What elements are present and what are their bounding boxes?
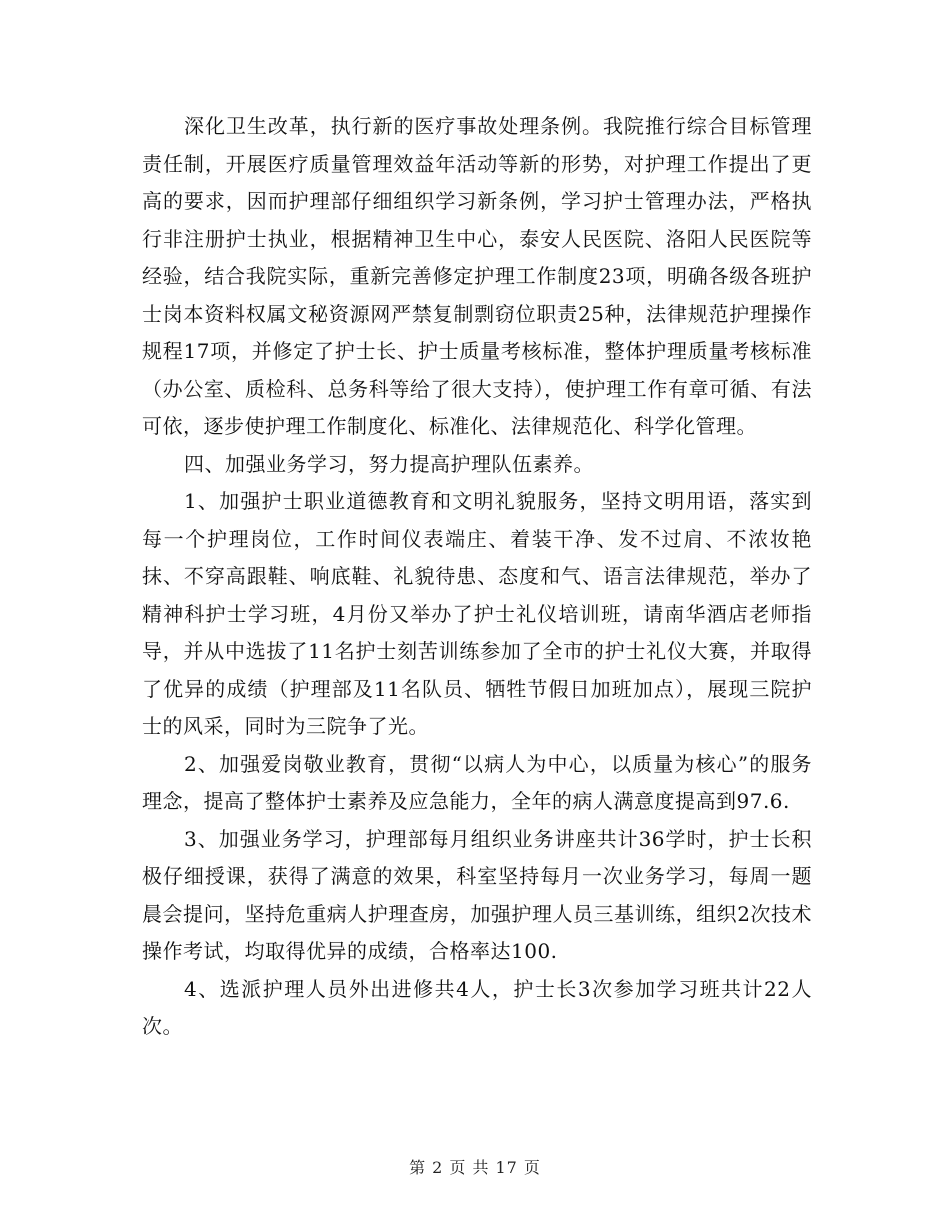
paragraph-item-3: 3、加强业务学习，护理部每月组织业务讲座共计36学时，护士长积极仔细授课，获得了满意的效果，科室坚持每月一次业务学习，每周一题晨会提问，坚持危重病人护理查房，加强护理人员三基训练，组织2次技术操作考试，均取得优异的成绩，合格率达100. [142, 826, 812, 963]
paragraph-item-1: 1、加强护士职业道德教育和文明礼貌服务，坚持文明用语，落实到每一个护理岗位，工作时间仪表端庄、着装干净、发不过肩、不浓妆艳抹、不穿高跟鞋、响底鞋、礼貌待患、态度和气、语言法律规范，举办了精神科护士学习班，4月份又举办了护士礼仪培训班，请南华酒店老师指导，并从中选拔了11名护士刻苦训练参加了全市的护士礼仪大赛，并取得了优异的成绩（护理部及11名队员、牺牲节假日加班加点），展现三院护士的风采，同时为三院争了光。 [142, 489, 812, 738]
document-body [142, 108, 812, 1046]
footer-prefix: 第 [409, 1158, 427, 1177]
footer-middle: 页 共 [449, 1158, 490, 1177]
paragraph-item-2: 2、加强爱岗敬业教育，贯彻“以病人为中心，以质量为核心”的服务理念，提高了整体护士素养及应急能力，全年的病人满意度提高到97.6. [142, 751, 812, 813]
paragraph-item-4: 4、选派护理人员外出进修共4人，护士长3次参加学习班共计22人次。 [142, 976, 812, 1038]
section-heading-four: 四、加强业务学习，努力提高护理队伍素养。 [184, 451, 594, 476]
page-number: 2 [432, 1158, 444, 1177]
page-footer [0, 1155, 950, 1178]
footer-suffix: 页 [523, 1158, 541, 1177]
total-pages: 17 [495, 1158, 518, 1177]
paragraph-regulations: 深化卫生改革，执行新的医疗事故处理条例。我院推行综合目标管理责任制，开展医疗质量管理效益年活动等新的形势，对护理工作提出了更高的要求，因而护理部仔细组织学习新条例，学习护士管理办法，严格执行非注册护士执业，根据精神卫生中心，泰安人民医院、洛阳人民医院等经验，结合我院实际，重新完善修定护理工作制度23项，明确各级各班护士岗本资料权属文秘资源网严禁复制剽窃位职责25种，法律规范护理操作规程17项，并修定了护士长、护士质量考核标准，整体护理质量考核标准（办公室、质检科、总务科等给了很大支持），使护理工作有章可循、有法可依，逐步使护理工作制度化、标准化、法律规范化、科学化管理。 [142, 114, 812, 438]
